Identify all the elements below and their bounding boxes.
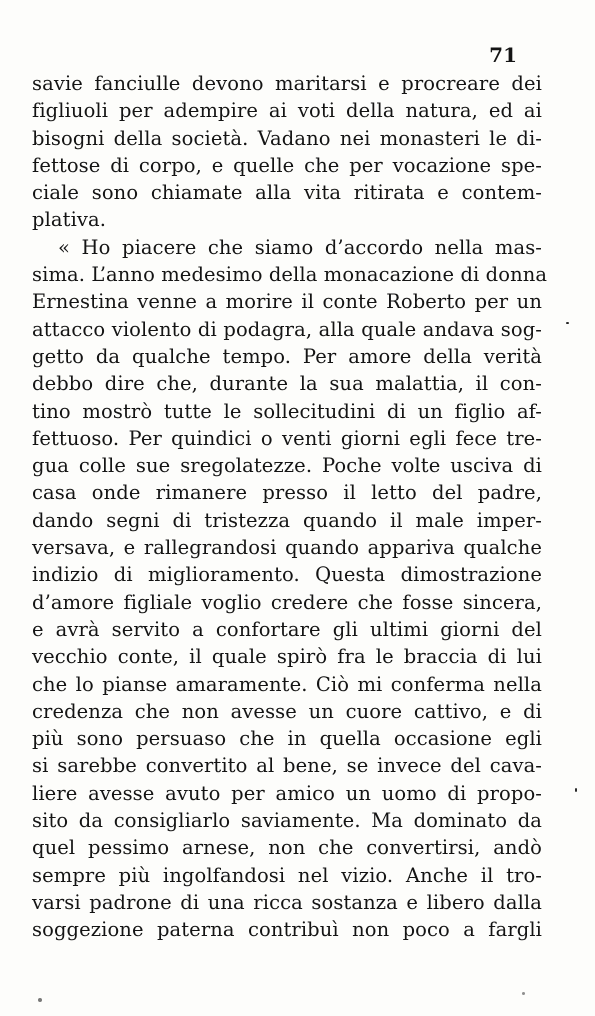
text-line: getto da qualche tempo. Per amore della verità — [32, 344, 542, 368]
text-line: sempre più ingolfandosi nel vizio. Anche il tro- — [32, 863, 542, 887]
text-line: sito da consigliarlo saviamente. Ma dominato da — [32, 809, 542, 833]
text-line: Ernestina venne a morire il conte Roberto per un — [32, 290, 542, 314]
text-line: indizio di miglioramento. Questa dimostrazione — [32, 563, 542, 587]
text-line: e avrà servito a confortare gli ultimi giorni del — [32, 617, 542, 641]
text-line: gua colle sue sregolatezze. Poche volte usciva di — [32, 454, 542, 478]
text-line: fettuoso. Per quindici o venti giorni egli fece tre- — [32, 426, 542, 450]
paragraph-start-line: « Ho piacere che siamo d’accordo nella mas- — [58, 235, 542, 259]
text-line: vecchio conte, il quale spirò fra le braccia di lui — [32, 645, 542, 669]
text-line: figliuoli per adempire ai voti della natura, ed ai — [32, 99, 542, 123]
text-line: varsi padrone di una ricca sostanza e libero dalla — [32, 890, 542, 914]
text-line: attacco violento di podagra, alla quale andava sog- — [32, 317, 542, 341]
text-line: si sarebbe convertito al bene, se invece del cava- — [32, 754, 542, 778]
text-line: d’amore figliale voglio credere che fosse sincera, — [32, 590, 542, 614]
text-line: savie fanciulle devono maritarsi e procreare dei — [32, 72, 542, 95]
page-number: 71 — [489, 43, 517, 67]
text-line: dando segni di tristezza quando il male imper- — [32, 508, 542, 532]
ink-speck — [566, 322, 569, 324]
text-line: tino mostrò tutte le sollecitudini di un figlio af- — [32, 399, 542, 423]
text-line: bisogni della società. Vadano nei monasteri le di- — [32, 126, 542, 150]
text-line: fettose di corpo, e quelle che per vocazione spe- — [32, 153, 542, 177]
text-line: più sono persuaso che in quella occasione egli — [32, 727, 542, 751]
text-line: quel pessimo arnese, non che convertirsi, andò — [32, 836, 542, 860]
text-line: casa onde rimanere presso il letto del padre, — [32, 481, 542, 505]
text-line: credenza che non avesse un cuore cattivo, e di — [32, 699, 542, 723]
text-line: sima. L’anno medesimo della monacazione di donna — [32, 263, 548, 287]
text-line: versava, e rallegrandosi quando appariva qualche — [32, 536, 542, 560]
text-line: plativa. — [32, 208, 107, 232]
text-line: soggezione paterna contribuì non poco a fargli — [32, 918, 542, 942]
body-text — [32, 70, 548, 944]
ink-speck — [575, 788, 577, 792]
text-line: debbo dire che, durante la sua malattia, il con- — [32, 372, 542, 396]
text-line: che lo pianse amaramente. Ciò mi conferma nella — [32, 672, 542, 696]
text-line: liere avesse avuto per amico un uomo di propo- — [32, 781, 542, 805]
text-line: ciale sono chiamate alla vita ritirata e contem- — [32, 181, 542, 205]
ink-speck — [38, 998, 42, 1002]
ink-speck — [522, 992, 525, 995]
